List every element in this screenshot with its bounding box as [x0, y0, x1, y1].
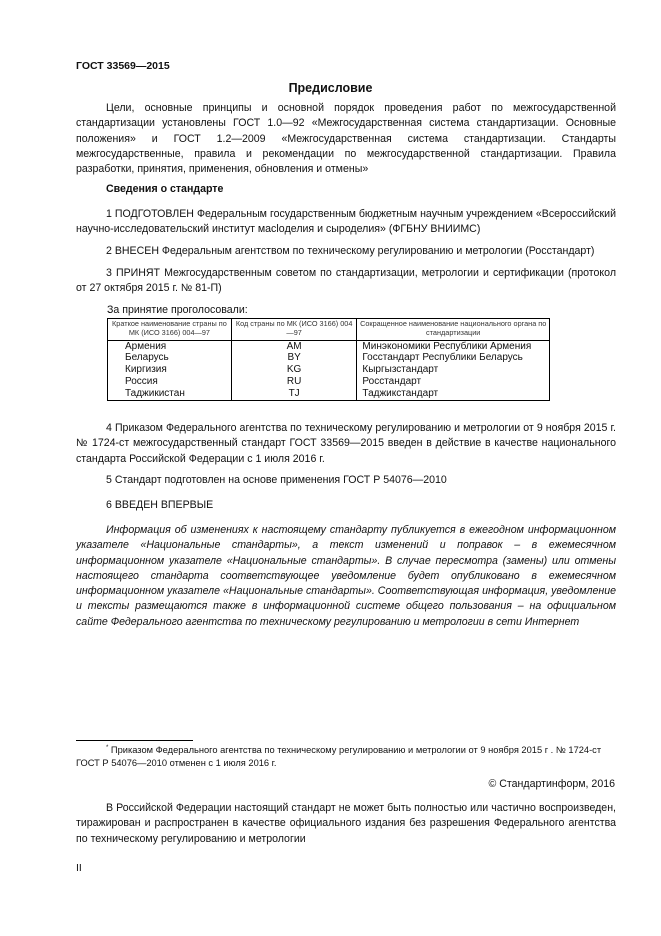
item-6-introduced: 6 ВВЕДЕН ВПЕРВЫЕ	[106, 499, 214, 511]
table-row	[108, 340, 550, 352]
item-3-adopted: 3 ПРИНЯТ Межгосударственным советом по стандартизации, метрологии и сертификации (протокол от 27 октября 2015 г. № 81-П)	[76, 267, 616, 295]
item-4-order: 4 Приказом Федерального агентства по техническому регулированию и метрологии от 9 ноября 2015 г. № 1724-ст межгосударственный стандарт ГОСТ 33569—2015 введен в действие в качестве национального стандарта Российской Федерации с 1 июля 2016 г.	[76, 422, 616, 465]
standards-body: Росстандарт	[357, 376, 550, 388]
table-row	[108, 376, 550, 388]
country-name: Беларусь	[108, 352, 232, 364]
page-number: II	[76, 862, 82, 874]
country-name: Россия	[108, 376, 232, 388]
intro-paragraph: Цели, основные принципы и основной порядок проведения работ по межгосударственной стандартизации установлены ГОСТ 1.0—92 «Межгосударственная система стандартизации. Основные положения» и ГОСТ 1.2—2009 «Межгосударственная система стандартизации. Стандарты межгосударственные, правила и рекомендации по межгосударственной стандартизации. Правила разработки, принятия, применения, обновления и отмены»	[76, 102, 616, 176]
info-notice: Информация об изменениях к настоящему стандарту публикуется в ежегодном информационном указателе «Национальные стандарты», а текст изменений и поправок – в ежемесячном информационном указателе «Национальные стандарты». В случае пересмотра (замены) или отмены настоящего стандарта соответствующее уведомление будет опубликовано в ежемесячном информационном указателе «Национальные стандарты». Соответствующая информация, уведомление и тексты размещаются также в информационной системе общего пользования – на официальном сайте Федерального агентства по техническому регулированию и метрологии в сети Интернет	[76, 524, 616, 628]
standards-body: Кыргызстандарт	[357, 364, 550, 376]
votes-table	[107, 318, 550, 401]
country-name: Киргизия	[108, 364, 232, 376]
item-2-submitted: 2 ВНЕСЕН Федеральным агентством по техническому регулированию и метрологии (Росстандарт)	[106, 245, 595, 257]
item-1-prepared: 1 ПОДГОТОВЛЕН Федеральным государственным бюджетным научным учреждением «Всероссийский научно-исследовательский институт масloделия и сыроделия» (ФГБНУ ВНИИМС)	[76, 208, 616, 236]
footnote	[76, 742, 616, 770]
country-code: BY	[231, 352, 357, 364]
votes-label: За принятие проголосовали:	[107, 304, 248, 316]
standards-body: Таджикстандарт	[357, 388, 550, 400]
document-code: ГОСТ 33569—2015	[76, 60, 170, 72]
footnote-mark: *	[106, 745, 109, 751]
country-name: Армения	[108, 340, 232, 352]
footnote-divider	[76, 740, 193, 741]
table-row	[108, 388, 550, 400]
section-heading: Сведения о стандарте	[106, 183, 224, 195]
votes-header-body: Сокращенное наименование национального органа по стандартизации	[357, 319, 550, 341]
country-name: Таджикистан	[108, 388, 232, 400]
item-5-basis: 5 Стандарт подготовлен на основе применения ГОСТ Р 54076—2010	[106, 474, 447, 486]
rights-notice: В Российской Федерации настоящий стандарт не может быть полностью или частично воспроизведен, тиражирован и распространен в качестве официального издания без разрешения Федерального агентства по техническому регулированию и метрологии	[76, 802, 616, 845]
votes-header-country: Краткое наименование страны по МК (ИСО 3166) 004—97	[108, 319, 232, 341]
standards-body: Госстандарт Республики Беларусь	[357, 352, 550, 364]
page-title: Предисловие	[288, 81, 373, 95]
country-code: RU	[231, 376, 357, 388]
votes-header-code: Код страны по МК (ИСО 3166) 004—97	[231, 319, 357, 341]
standards-body: Минэкономики Республики Армения	[357, 340, 550, 352]
copyright: © Стандартинформ, 2016	[488, 778, 615, 790]
country-code: TJ	[231, 388, 357, 400]
country-code: KG	[231, 364, 357, 376]
country-code: AM	[231, 340, 357, 352]
footnote-text: Приказом Федерального агентства по техническому регулированию и метрологии от 9 ноября 2015 г . № 1724-ст ГОСТ Р 54076—2010 отменен с 1 июля 2016 г.	[76, 745, 602, 769]
table-row	[108, 364, 550, 376]
table-row	[108, 352, 550, 364]
